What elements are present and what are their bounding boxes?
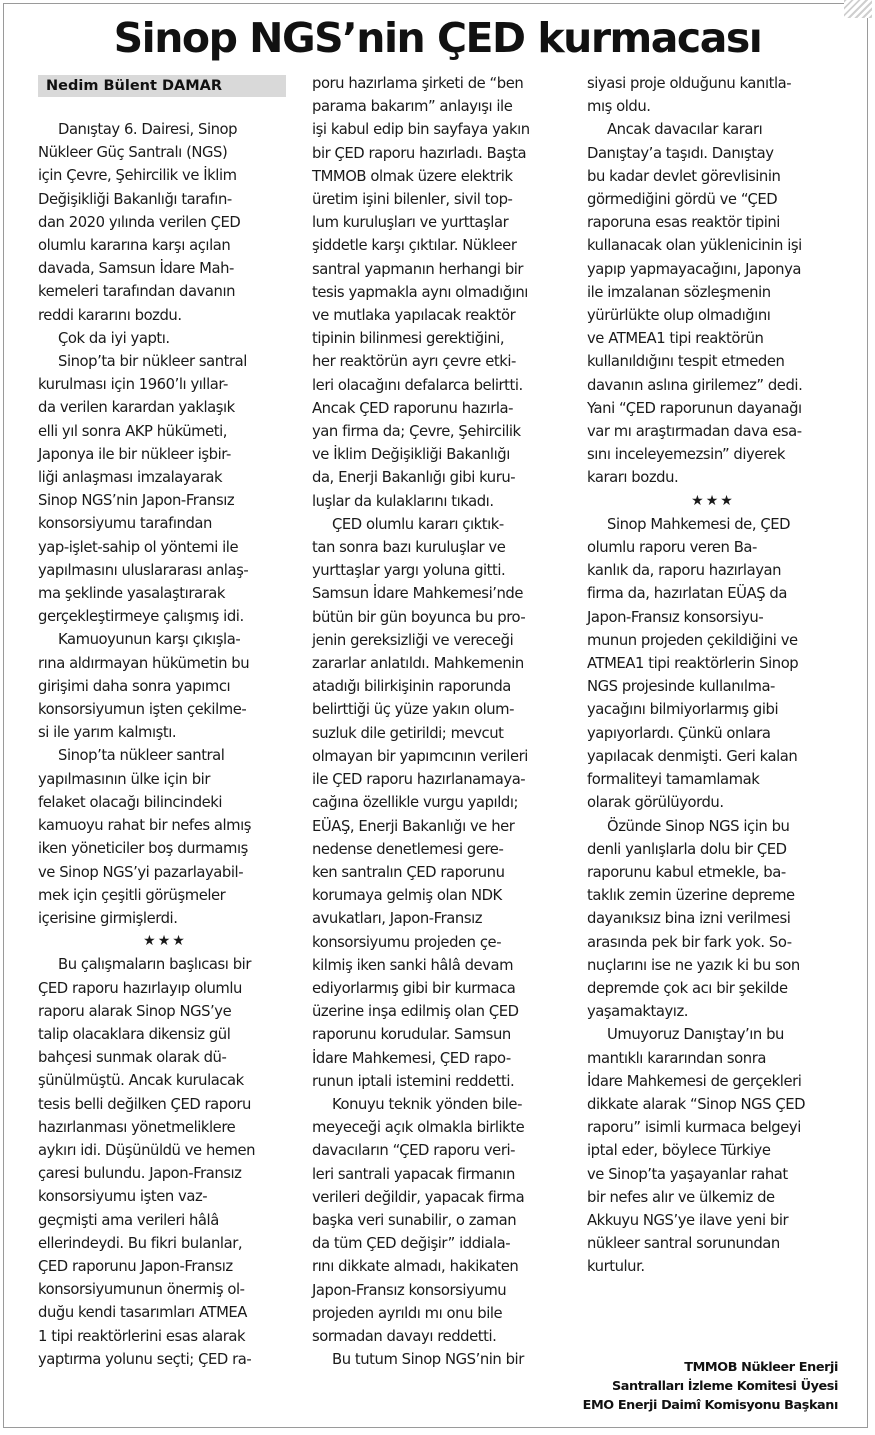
paragraph: Konuyu teknik yönden bile- meyeceği açık olmakla birlikte davacıların “ÇED raporu veri- leri santrali yapacak firmanın verileri değildir, yapacak firma başka veri sunabilir, o zaman da tüm ÇED değişir” iddiala- rını dikkate almadı, hakikaten Japon-Fransız konsorsiyumu projeden ayrıldı mı onu bile sormadan davayı reddetti. [312,1095,525,1345]
paragraph: Sinop Mahkemesi de, ÇED olumlu raporu veren Ba- kanlık da, raporu hazırlayan firma da, hazırlatan EÜAŞ da Japon-Fransız konsorsiyu- munun projeden çekildiğini ve ATMEA1 tipi reaktörlerin Sinop NGS projesinde kullanılma- yacağını bilmiyorlarmış gibi yapıyorlardı. Çünkü onlara yapılacak denmişti. Geri kalan formaliteyi tamamlamak olarak görülüyordu. [587,515,799,812]
paragraph: Çok da iyi yaptı. [58,329,170,347]
paragraph: Bu çalışmaların başlıcası bir ÇED raporu hazırlayıp olumlu raporu alarak Sinop NGS’ye talip olacaklara dikensiz gül bahçesi sunmak olarak dü- şünülmüştü. Ancak kurulacak tesis belli değilken ÇED raporu hazırlanması yönetmeliklere aykırı idi. Düşünüldü ve hemen çaresi bulundu. Japon-Fransız konsorsiyumu işten vaz- geçmişti ama verileri hâlâ ellerindeydi. Bu fikri bulanlar, ÇED raporunu Japon-Fransız konsorsiyumunun önermiş ol- duğu kendi tasarımları ATMEA 1 tipi reaktörlerini esas alarak yaptırma yolunu seçti; ÇED ra- [38,956,256,1368]
paragraph: siyasi proje olduğunu kanıtla- mış oldu. [587,75,792,116]
paragraph: Umuyoruz Danıştay’ın bu mantıklı kararından sonra İdare Mahkemesi de gerçekleri dikkate alarak “Sinop NGS ÇED raporu” isimli kurmaca belgeyi iptal eder, böylece Türkiye ve Sinop’ta yaşayanlar rahat bir nefes alır ve ülkemiz de Akkuyu NGS’ye ilave yeni bir nükleer santral sorunundan kurtulur. [587,1026,806,1276]
paragraph: Sinop’ta nükleer santral yapılmasının ülke için bir felaket olacağı bilincindeki kamuoyu rahat bir nefes almış iken yöneticiler boş durmamış ve Sinop NGS’yi pazarlayabil- mek için çeşitli görüşmeler içerisine girmişlerdi. [38,747,252,927]
paragraph: Ancak davacılar kararı Danıştay’a taşıdı. Danıştay bu kadar devlet görevlisinin görmediğini gördü ve “ÇED raporuna esas reaktör tipini kullanacak olan yüklenicinin işi yapıp yapmayacağını, Japonya ile imzalanan sözleşmenin yürürlükte olup olmadığını ve ATMEA1 tipi reaktörün kullanıldığını tespit etmeden davanın aslına girilemez” dedi. Yani “ÇED raporunun dayanağı var mı araştırmadan dava esa- sını inceleyemezsin” diyerek kararı bozdu. [587,121,803,487]
paragraph: poru hazırlama şirketi de “ben parama bakarım” anlayışı ile işi kabul edip bin sayfaya yakın bir ÇED raporu hazırladı. Başta TMMOB olmak üzere elektrik üretim işini bilenler, sivil top- lum kuruluşları ve yurttaşlar şiddetle karşı çıktılar. Nükleer santral yapmanın herhangi bir tesis yapmakla aynı olmadığını ve mutlaka yapılacak reaktör tipinin bilinmesi gerektiğini, her reaktörün ayrı çevre etki- leri olacağını defalarca belirtti. Ancak ÇED raporunu hazırla- yan firma da; Çevre, Şehircilik ve İklim Değişikliği Bakanlığı da, Enerji Bakanlığı gibi kuru- luşlar da kulaklarını tıkadı. [312,75,530,510]
article-column-1 [38,118,292,1371]
paragraph: Sinop’ta bir nükleer santral kurulması için 1960’lı yıllar- da verilen karardan yaklaşık elli yıl sonra AKP hükümeti, Japonya ile bir nükleer işbir- liği anlaşması imzalayarak Sinop NGS’nin Japon-Fransız konsorsiyumu tarafından yap-işlet-sahip ol yöntemi ile yapılmasını uluslararası anlaş- ma şeklinde yasalaştırarak gerçekleştirmeye çalışmış idi. [38,353,249,626]
author-signature [583,1358,838,1415]
paragraph: Danıştay 6. Dairesi, Sinop Nükleer Güç Santralı (NGS) için Çevre, Şehircilik ve İklim Değişikliği Bakanlığı tarafın- dan 2020 yılında verilen ÇED olumlu kararına karşı açılan davada, Samsun İdare Mah- kemeleri tarafından davanın reddi kararını bozdu. [38,121,241,324]
section-separator: ★★★ [691,492,735,509]
paragraph: Özünde Sinop NGS için bu denli yanlışlarla dolu bir ÇED raporunu kabul etmekle, ba- taklık zemin üzerine depreme dayanıksız bina izni verilmesi arasında pek bir fark yok. So- nuçlarını ise ne yazık ki bu son depremde çok acı bir şekilde yaşamaktayız. [587,817,800,1021]
author-byline: Nedim Bülent DAMAR [38,75,286,97]
paragraph: ÇED olumlu kararı çıktık- tan sonra bazı kuruluşlar ve yurttaşlar yargı yoluna gitti. Samsun İdare Mahkemesi’nde bütün bir gün boyunca bu pro- jenin gereksizliği ve vereceği zararlar anlatıldı. Mahkemenin atadığı bilirkişinin raporunda belirttiği üç yüze yakın olum- suzluk dile getirildi; mevcut olmayan bir yapımcının verileri ile ÇED raporu hazırlanamaya- cağına özellikle vurgu yapıldı; EÜAŞ, Enerji Bakanlığı ve her nedense denetlemesi gere- ken santralın ÇED raporunu korumaya gelmiş olan NDK avukatları, Japon-Fransız konsorsiyumu projeden çe- kilmiş iken sanki hâlâ devam ediyorlarmış gibi bir kurmaca üzerine inşa edilmiş olan ÇED raporunu korudular. Samsun İdare Mahkemesi, ÇED rapo- runun iptali istemini reddetti. [312,515,528,1090]
article-title: Sinop NGS’nin ÇED kurmacası [113,14,762,62]
signature-line: EMO Enerji Daimî Komisyonu Başkanı [582,1398,838,1413]
section-separator: ★★★ [143,933,187,950]
article-column-2 [312,72,570,1371]
paragraph: Kamuoyunun karşı çıkışla- rına aldırmayan hükümetin bu girişimi daha sonra yapımcı konsorsiyumun işten çekilme- si ile yarım kalmıştı. [38,631,250,742]
signature-line: TMMOB Nükleer Enerji [684,1360,838,1375]
article-column-3 [587,72,839,1279]
paragraph: Bu tutum Sinop NGS’nin bir [332,1351,524,1369]
signature-line: Santralları İzleme Komitesi Üyesi [611,1379,838,1394]
